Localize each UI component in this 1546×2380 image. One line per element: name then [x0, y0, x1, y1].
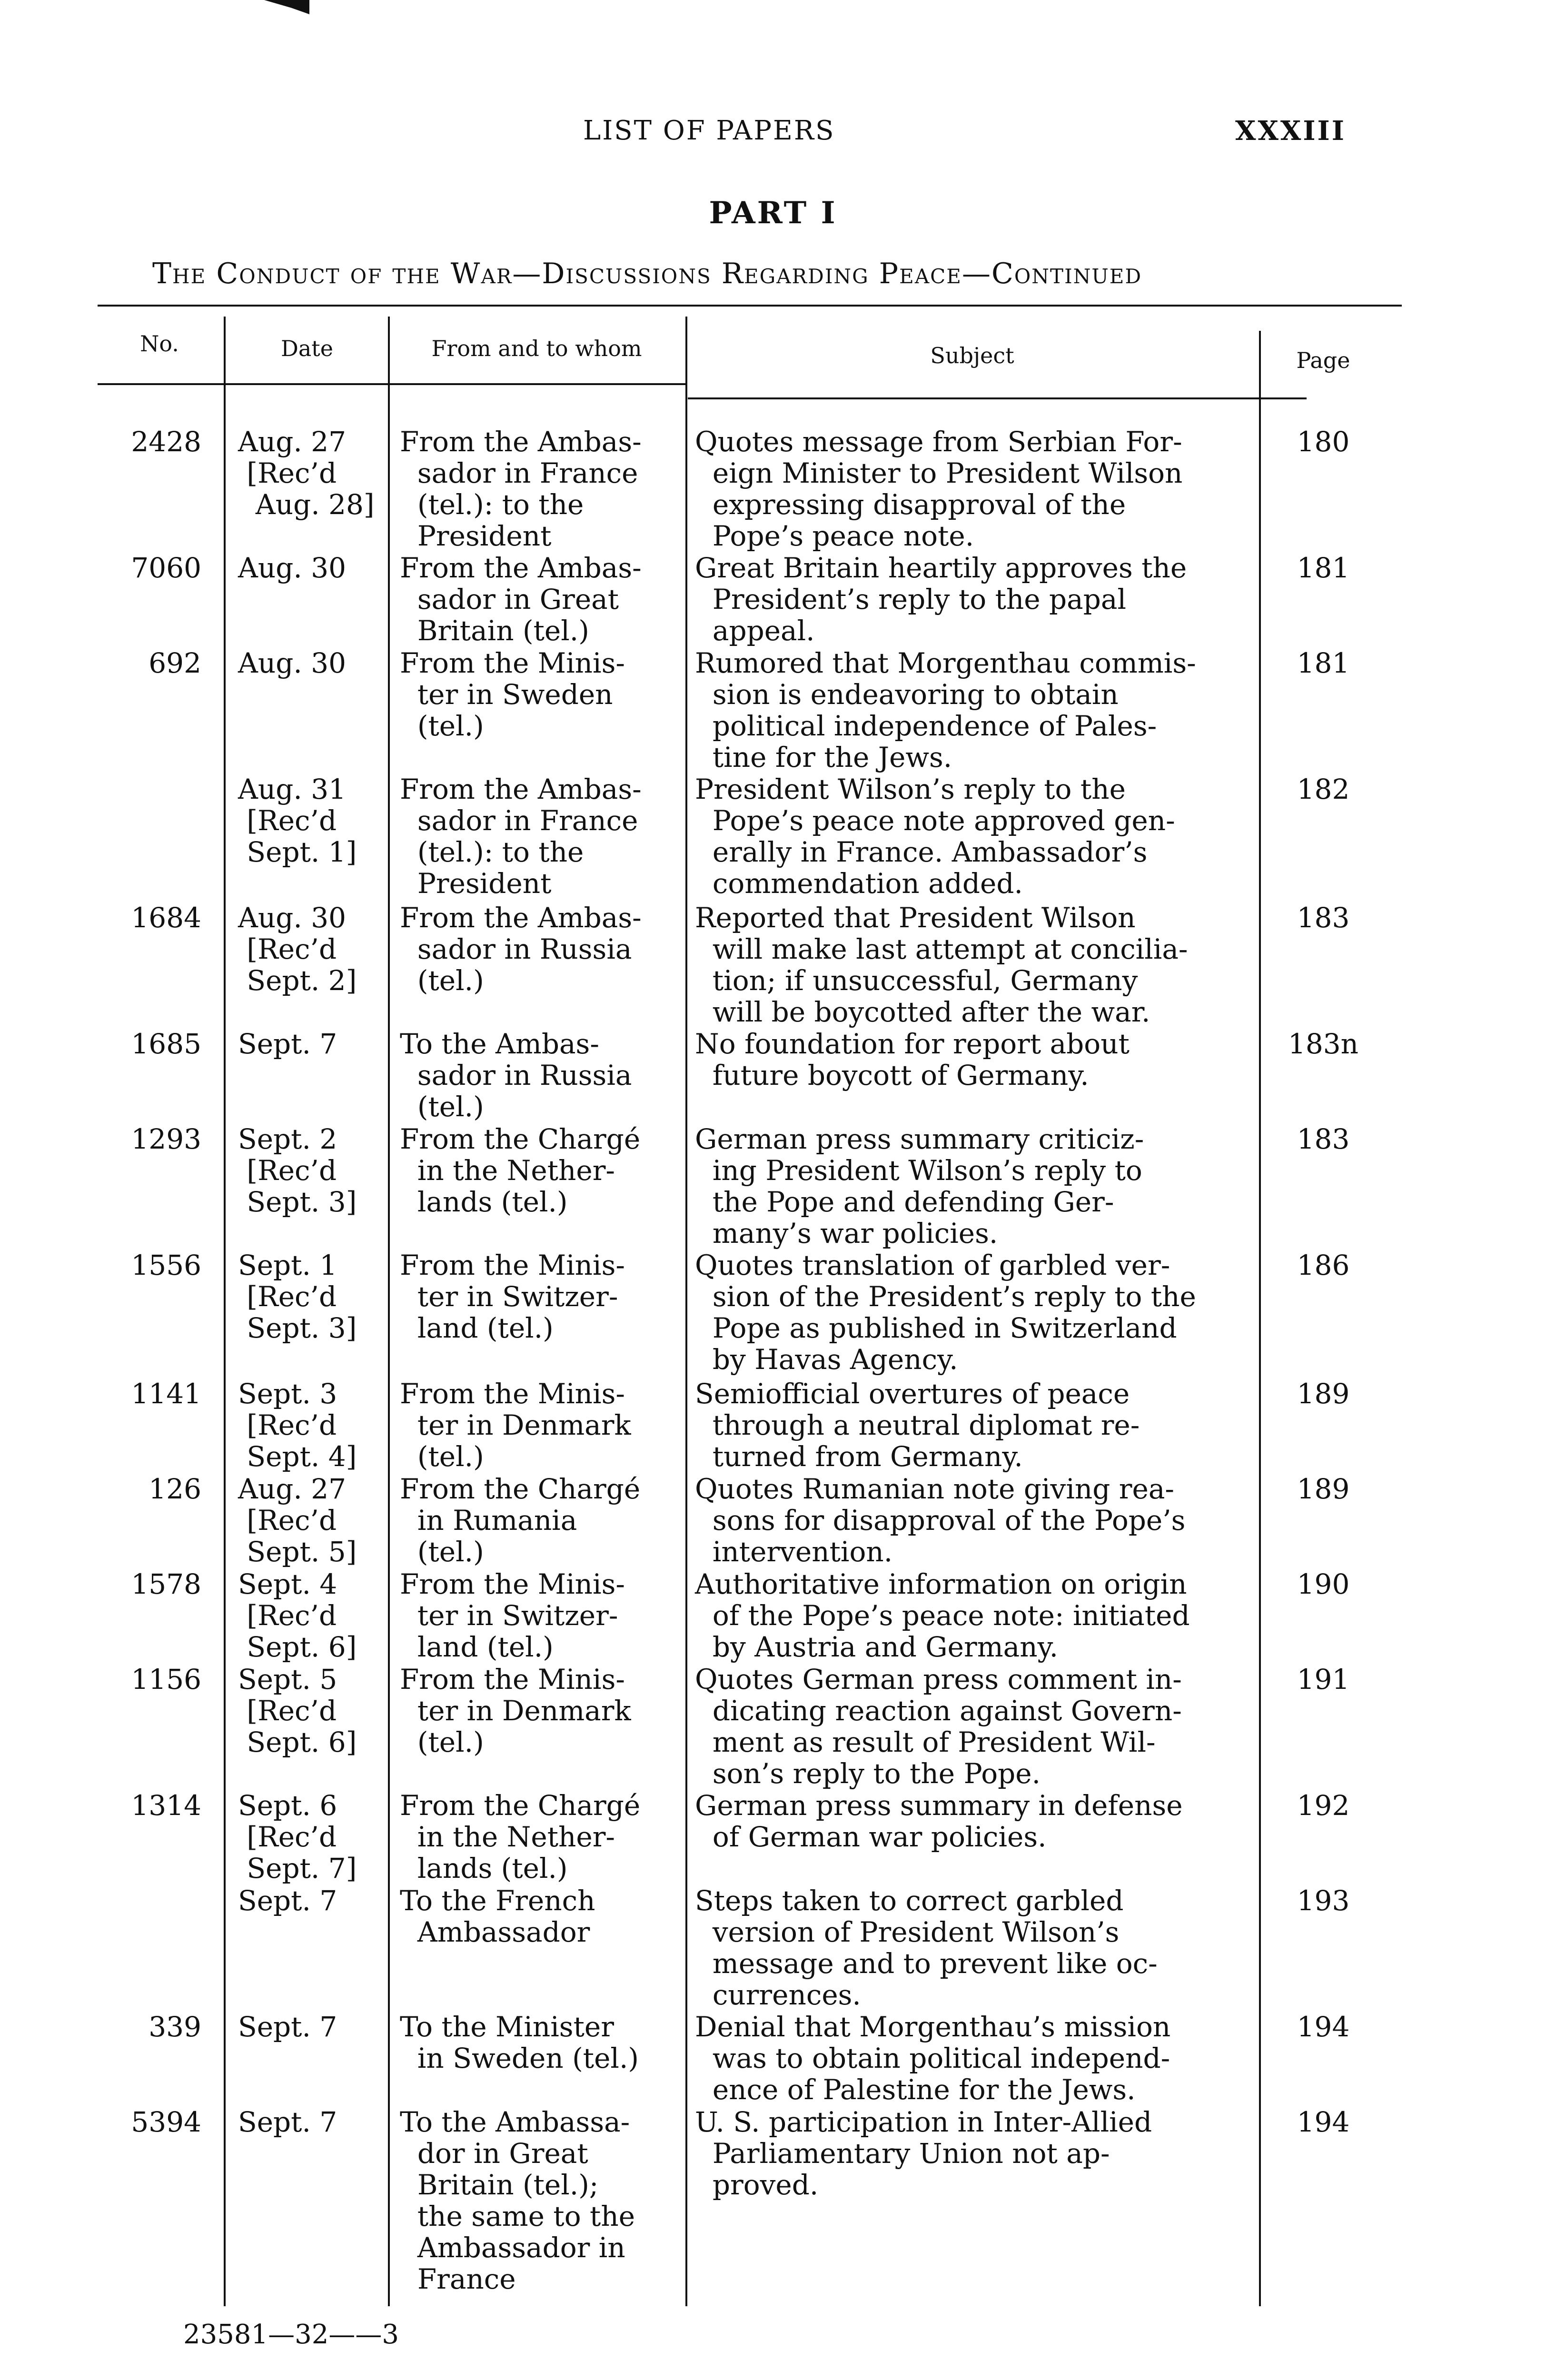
paper-subject: U. S. participation in Inter-Allied Parliamentary Union not ap- proved. [695, 2106, 1152, 2201]
paper-from-to: From the Chargé in the Nether- lands (tel.) [400, 1123, 641, 1218]
paper-from-to: From the Ambas- sador in France (tel.): to the President [400, 426, 642, 552]
paper-subject: Steps taken to correct garbled version of President Wilson’s message and to prevent like oc- currences. [695, 1884, 1158, 2011]
header-rule-right [688, 397, 1307, 399]
paper-subject: German press summary criticiz- ing President Wilson’s reply to the Pope and defending Ger- many’s war policies. [695, 1123, 1144, 1250]
paper-number: 1293 [131, 1123, 201, 1155]
paper-number: 1556 [131, 1249, 201, 1281]
paper-from-to: From the Minis- ter in Denmark (tel.) [400, 1663, 631, 1758]
paper-subject: German press summary in defense of German war policies. [695, 1789, 1183, 1853]
paper-subject: Great Britain heartily approves the President’s reply to the papal appeal. [695, 552, 1187, 647]
column-divider-4 [1259, 331, 1261, 2306]
paper-page: 183 [1297, 1123, 1350, 1155]
paper-from-to: From the Ambas- sador in France (tel.): to the President [400, 773, 642, 900]
printer-code: 23581—32——3 [183, 2319, 399, 2350]
column-header-page: Page [1296, 347, 1350, 373]
paper-number: 1314 [131, 1789, 201, 1822]
paper-from-to: From the Ambas- sador in Russia (tel.) [400, 902, 642, 997]
paper-page: 191 [1297, 1663, 1350, 1696]
paper-number: 1684 [131, 902, 201, 934]
paper-page: 189 [1297, 1473, 1350, 1505]
paper-from-to: From the Ambas- sador in Great Britain (tel.) [400, 552, 642, 647]
paper-page: 194 [1297, 2011, 1350, 2043]
header-rule-left [98, 383, 685, 385]
paper-subject: Reported that President Wilson will make last attempt at concilia- tion; if unsuccessful, Germany will be boycotted after the war. [695, 902, 1188, 1028]
paper-subject: Quotes Rumanian note giving rea- sons for disapproval of the Pope’s intervention. [695, 1473, 1186, 1568]
paper-page: 181 [1297, 647, 1350, 679]
page-number: XXXIII [1235, 115, 1346, 147]
paper-date: Aug. 30 [Rec’d Sept. 2] [238, 902, 357, 997]
paper-subject: Quotes German press comment in- dicating reaction against Govern- ment as result of President Wil- son’s reply to the Pope. [695, 1663, 1182, 1790]
paper-subject: Quotes translation of garbled ver- sion of the President’s reply to the Pope as published in Switzerland by Havas Agency. [695, 1249, 1196, 1376]
running-title: LIST OF PAPERS [583, 115, 835, 146]
paper-from-to: From the Minis- ter in Switzer- land (tel.) [400, 1249, 625, 1344]
paper-page: 190 [1297, 1568, 1350, 1600]
paper-date: Sept. 4 [Rec’d Sept. 6] [238, 1568, 357, 1663]
paper-from-to: From the Chargé in Rumania (tel.) [400, 1473, 641, 1568]
paper-subject: Semiofficial overtures of peace through a neutral diplomat re- turned from Germany. [695, 1378, 1140, 1473]
part-heading: PART I [709, 195, 837, 231]
paper-number: 1685 [131, 1028, 201, 1060]
paper-from-to: To the French Ambassador [400, 1884, 595, 1948]
column-header-subject: Subject [930, 343, 1014, 368]
paper-number: 126 [149, 1473, 201, 1505]
paper-date: Aug. 27 [Rec’d Sept. 5] [238, 1473, 357, 1568]
page-corner-mark [264, 0, 309, 14]
paper-page: 193 [1297, 1884, 1350, 1917]
paper-from-to: From the Minis- ter in Switzer- land (tel.) [400, 1568, 625, 1663]
section-heading: The Conduct of the War—Discussions Regarding Peace—Continued [152, 257, 1142, 290]
column-header-no: No. [140, 331, 179, 357]
paper-page: 192 [1297, 1789, 1350, 1822]
paper-date: Sept. 2 [Rec’d Sept. 3] [238, 1123, 357, 1218]
paper-date: Sept. 7 [238, 2106, 337, 2138]
paper-number: 692 [149, 647, 201, 679]
paper-date: Sept. 3 [Rec’d Sept. 4] [238, 1378, 357, 1473]
paper-number: 1578 [131, 1568, 201, 1600]
paper-page: 181 [1297, 552, 1350, 584]
paper-number: 339 [149, 2011, 201, 2043]
column-divider-1 [224, 317, 226, 2306]
column-divider-3 [685, 317, 687, 2306]
paper-date: Aug. 30 [238, 552, 347, 584]
paper-page: 183 [1297, 902, 1350, 934]
paper-date: Sept. 7 [238, 1884, 337, 1917]
paper-subject: Authoritative information on origin of the Pope’s peace note: initiated by Austria and Germany. [695, 1568, 1190, 1663]
paper-page: 189 [1297, 1378, 1350, 1410]
column-header-from: From and to whom [431, 336, 642, 361]
paper-from-to: To the Minister in Sweden (tel.) [400, 2011, 639, 2074]
paper-date: Aug. 27 [Rec’d Aug. 28] [238, 426, 375, 521]
paper-page: 180 [1297, 426, 1350, 458]
paper-subject: No foundation for report about future boycott of Germany. [695, 1028, 1130, 1091]
paper-from-to: From the Chargé in the Nether- lands (tel.) [400, 1789, 641, 1884]
paper-page: 186 [1297, 1249, 1350, 1281]
paper-number: 7060 [131, 552, 201, 584]
paper-date: Sept. 6 [Rec’d Sept. 7] [238, 1789, 357, 1884]
paper-subject: President Wilson’s reply to the Pope’s peace note approved gen- erally in France. Ambassador’s commendation added. [695, 773, 1175, 900]
paper-date: Aug. 31 [Rec’d Sept. 1] [238, 773, 357, 868]
column-divider-2 [388, 317, 390, 2306]
paper-page: 194 [1297, 2106, 1350, 2138]
paper-subject: Quotes message from Serbian For- eign Minister to President Wilson expressing disapproval of the Pope’s peace note. [695, 426, 1183, 552]
paper-date: Sept. 7 [238, 1028, 337, 1060]
paper-date: Sept. 7 [238, 2011, 337, 2043]
paper-number: 1156 [131, 1663, 201, 1696]
paper-subject: Rumored that Morgenthau commis- sion is endeavoring to obtain political independence of Pales- tine for the Jews. [695, 647, 1196, 774]
paper-number: 2428 [131, 426, 201, 458]
paper-from-to: To the Ambas- sador in Russia (tel.) [400, 1028, 632, 1123]
paper-page: 183n [1288, 1028, 1359, 1060]
paper-number: 1141 [131, 1378, 201, 1410]
paper-from-to: From the Minis- ter in Sweden (tel.) [400, 647, 625, 742]
paper-date: Aug. 30 [238, 647, 347, 679]
paper-page: 182 [1297, 773, 1350, 805]
paper-from-to: To the Ambassa- dor in Great Britain (tel.); the same to the Ambassador in France [400, 2106, 635, 2295]
column-header-date: Date [280, 336, 333, 361]
table-top-rule [98, 305, 1402, 307]
paper-from-to: From the Minis- ter in Denmark (tel.) [400, 1378, 631, 1473]
paper-number: 5394 [131, 2106, 201, 2138]
paper-subject: Denial that Morgenthau’s mission was to obtain political independ- ence of Palestine for the Jews. [695, 2011, 1171, 2106]
paper-date: Sept. 5 [Rec’d Sept. 6] [238, 1663, 357, 1758]
paper-date: Sept. 1 [Rec’d Sept. 3] [238, 1249, 357, 1344]
